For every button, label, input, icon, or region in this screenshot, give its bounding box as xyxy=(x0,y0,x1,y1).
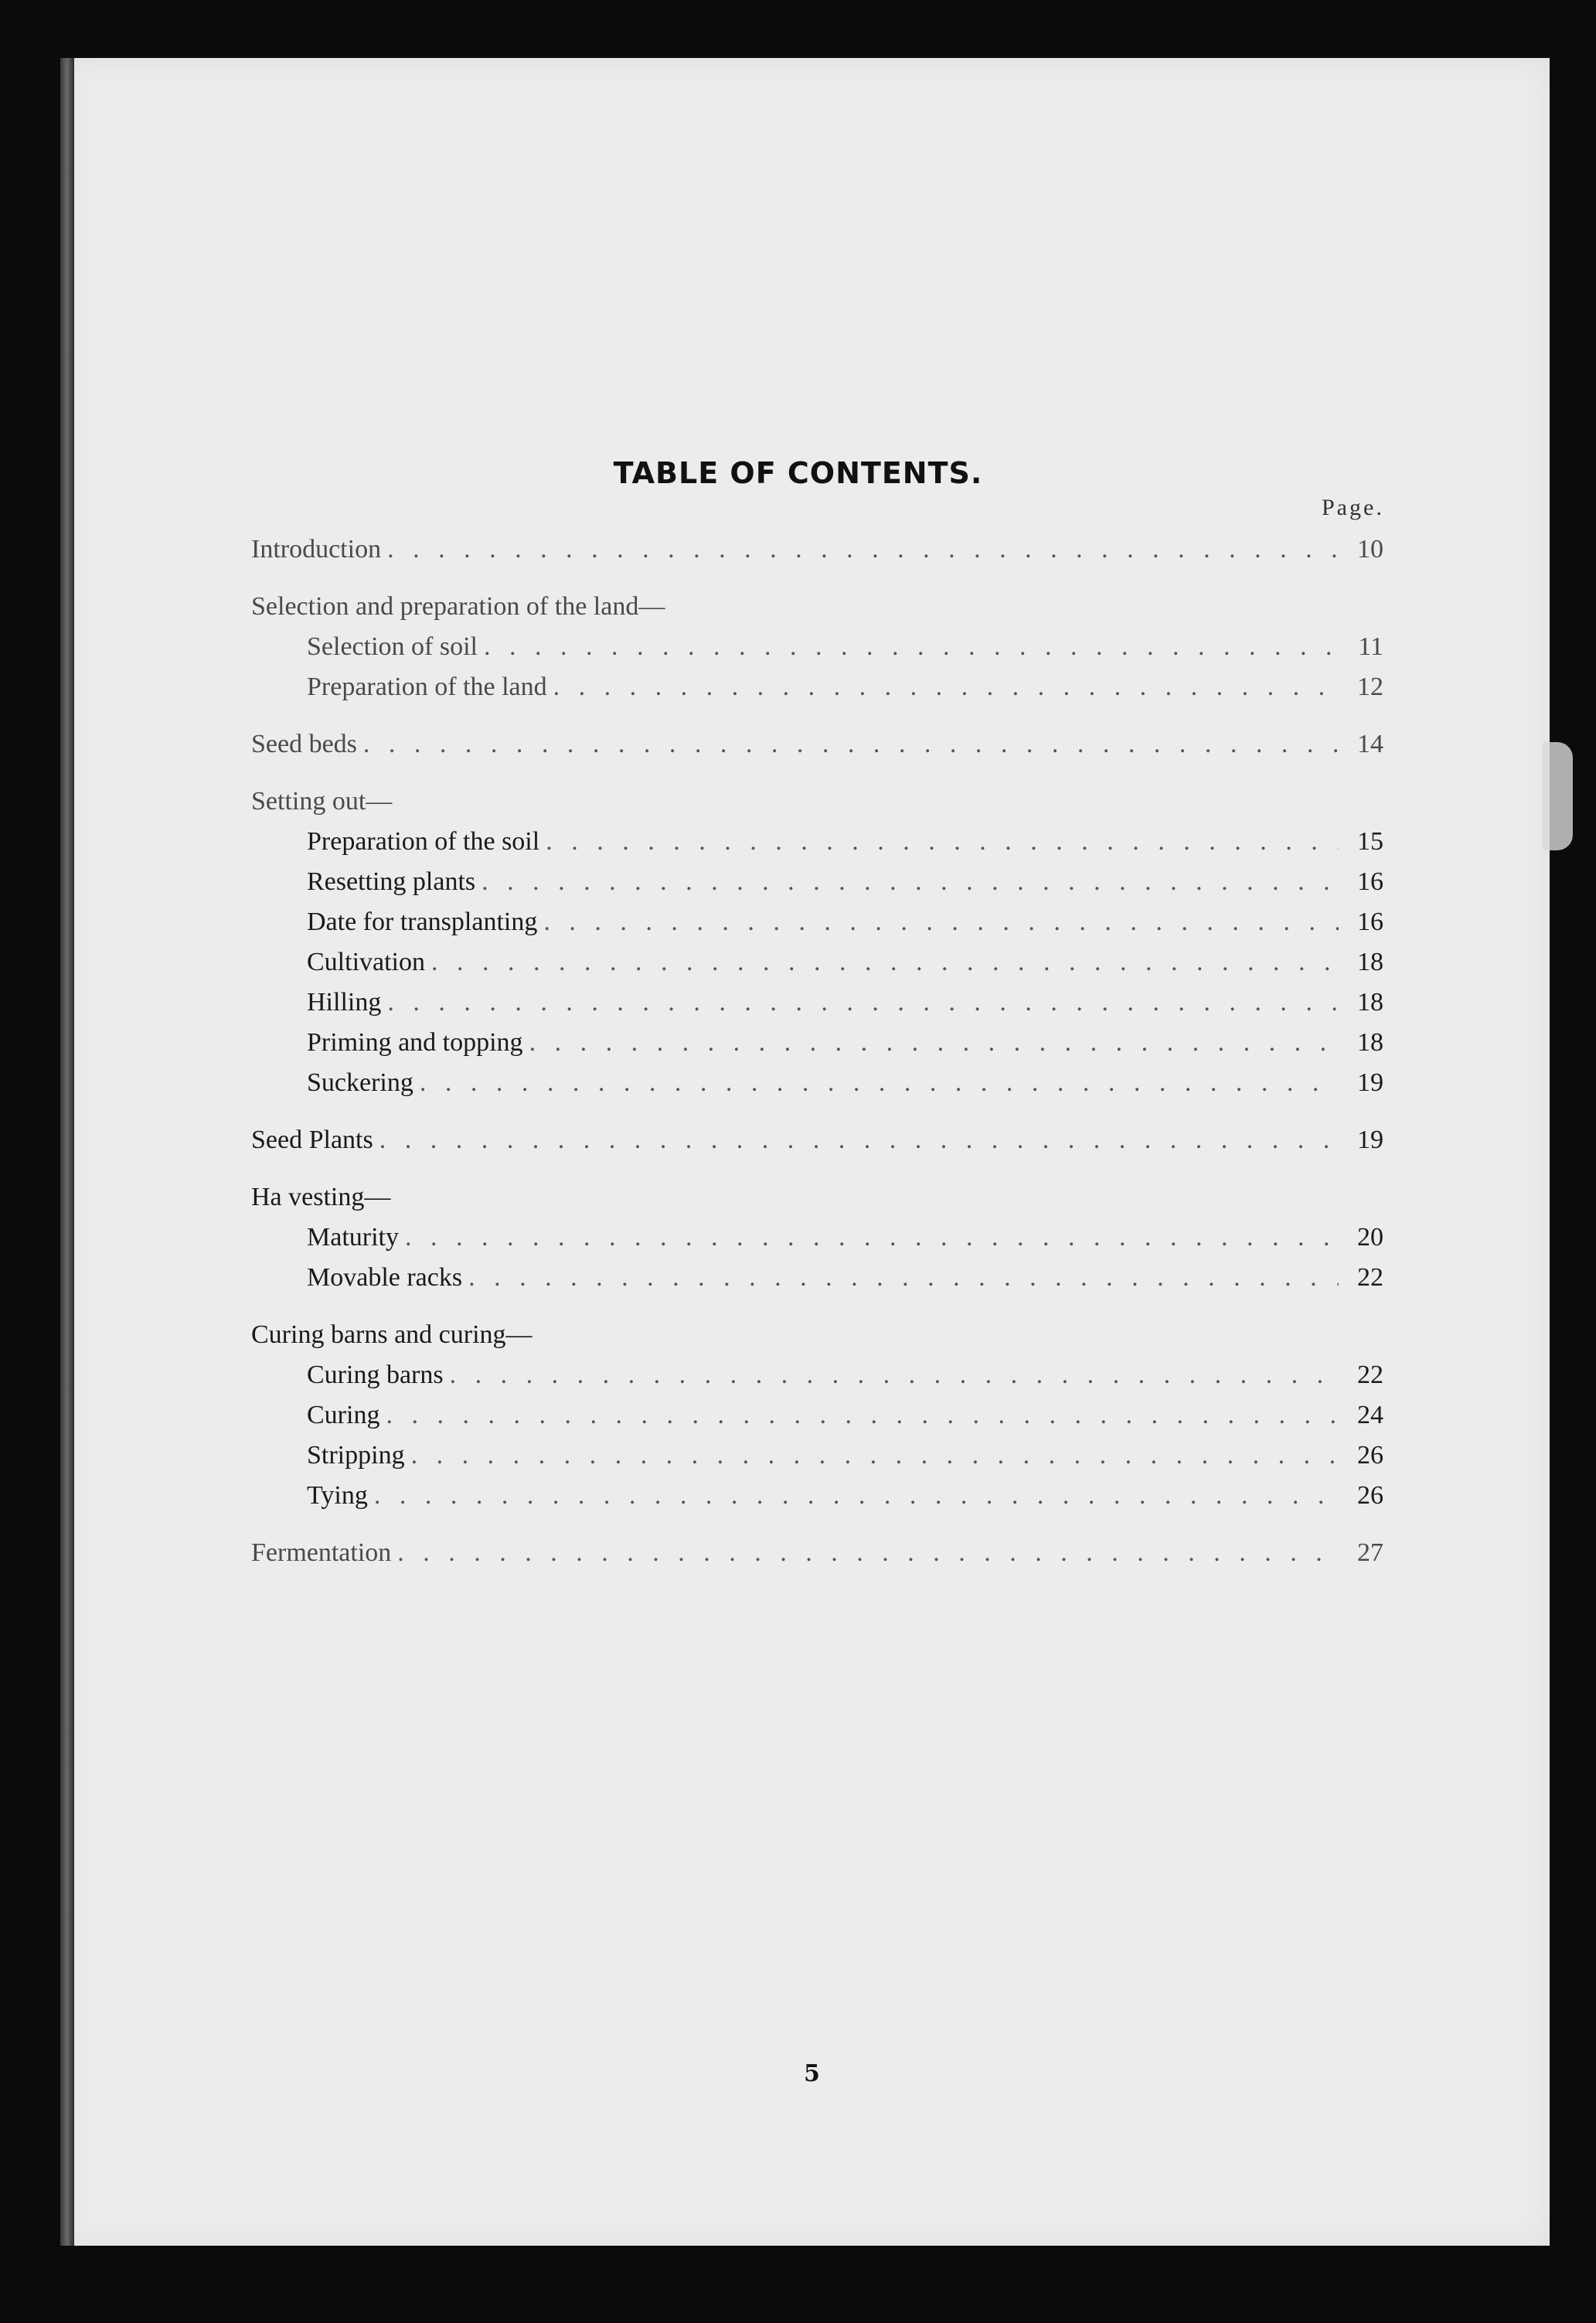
toc-entry-label: Priming and topping xyxy=(307,1028,523,1057)
toc-entry-page: 19 xyxy=(1357,1068,1383,1097)
toc-entry xyxy=(251,862,1383,902)
toc-entry xyxy=(251,942,1383,983)
toc-entry-page: 12 xyxy=(1357,673,1383,701)
page-column-header: Page. xyxy=(1322,495,1384,520)
dot-leader xyxy=(363,724,1339,765)
toc-entry xyxy=(251,667,1383,707)
toc-entry-label: Setting out— xyxy=(251,787,393,816)
toc-entry xyxy=(251,1063,1383,1103)
toc-entry-label: Suckering xyxy=(307,1068,413,1097)
toc-entry xyxy=(251,1395,1383,1436)
page-number: 5 xyxy=(804,2060,820,2087)
toc-entry-page: 20 xyxy=(1357,1223,1383,1252)
toc-entry xyxy=(251,1258,1383,1298)
toc-entry xyxy=(251,1436,1383,1476)
dot-leader xyxy=(431,942,1339,983)
toc-entry xyxy=(251,902,1383,942)
toc-entry-page: 26 xyxy=(1357,1481,1383,1510)
toc-entry xyxy=(251,724,1383,765)
toc-entry-label: Selection and preparation of the land— xyxy=(251,592,665,621)
toc-entry-page: 16 xyxy=(1357,908,1383,936)
toc-entry xyxy=(251,1533,1383,1573)
toc-entry xyxy=(251,1355,1383,1395)
dot-leader xyxy=(484,627,1339,667)
dot-leader xyxy=(387,530,1339,570)
toc-entry xyxy=(251,1218,1383,1258)
dot-leader xyxy=(411,1436,1339,1476)
toc-entry-label: Introduction xyxy=(251,535,382,564)
dot-leader xyxy=(482,862,1339,902)
dot-leader xyxy=(450,1355,1339,1395)
toc-entry xyxy=(251,1023,1383,1063)
dot-leader xyxy=(379,1120,1339,1160)
table-of-contents xyxy=(251,530,1383,1573)
toc-entry-page: 18 xyxy=(1357,1028,1383,1057)
toc-entry-label: Curing barns xyxy=(307,1361,444,1389)
toc-entry-label: Selection of soil xyxy=(307,632,478,661)
toc-entry-label: Stripping xyxy=(307,1441,405,1470)
toc-entry-page: 14 xyxy=(1357,730,1383,758)
toc-entry xyxy=(251,627,1383,667)
toc-entry-page: 16 xyxy=(1357,867,1383,896)
toc-entry-label: Cultivation xyxy=(307,948,425,976)
dot-leader xyxy=(468,1258,1339,1298)
toc-entry-label: Seed Plants xyxy=(251,1126,373,1154)
toc-entry-label: Curing xyxy=(307,1401,380,1429)
toc-entry-label: Seed beds xyxy=(251,730,357,758)
toc-entry-label: Movable racks xyxy=(307,1263,463,1292)
toc-entry-page: 18 xyxy=(1357,988,1383,1017)
toc-entry-label: Ha vesting— xyxy=(251,1183,391,1211)
toc-entry-page: 11 xyxy=(1358,632,1383,661)
toc-section-heading xyxy=(251,1177,1383,1218)
dot-leader xyxy=(543,902,1339,942)
dot-leader xyxy=(546,822,1339,862)
toc-entry-label: Hilling xyxy=(307,988,382,1017)
toc-section-heading xyxy=(251,587,1383,627)
toc-entry xyxy=(251,1476,1383,1516)
toc-entry-page: 10 xyxy=(1357,535,1383,564)
dot-leader xyxy=(397,1533,1339,1573)
toc-entry-page: 15 xyxy=(1357,827,1383,856)
toc-entry xyxy=(251,530,1383,570)
toc-entry-label: Fermentation xyxy=(251,1538,392,1567)
toc-entry-page: 22 xyxy=(1357,1263,1383,1292)
dot-leader xyxy=(386,1395,1339,1436)
toc-entry-page: 24 xyxy=(1357,1401,1383,1429)
toc-entry xyxy=(251,983,1383,1023)
toc-entry-label: Preparation of the land xyxy=(307,673,547,701)
toc-entry xyxy=(251,822,1383,862)
book-binding-edge xyxy=(60,58,74,2246)
toc-entry xyxy=(251,1120,1383,1160)
toc-entry-label: Curing barns and curing— xyxy=(251,1320,533,1349)
dot-leader xyxy=(529,1023,1339,1063)
dot-leader xyxy=(387,983,1339,1023)
toc-entry-label: Preparation of the soil xyxy=(307,827,540,856)
toc-entry-page: 26 xyxy=(1357,1441,1383,1470)
toc-entry-label: Resetting plants xyxy=(307,867,476,896)
toc-section-heading xyxy=(251,1315,1383,1355)
toc-entry-label: Date for transplanting xyxy=(307,908,538,936)
dot-leader xyxy=(420,1063,1339,1103)
dot-leader xyxy=(405,1218,1339,1258)
page-title: TABLE OF CONTENTS. xyxy=(613,456,983,490)
toc-entry-label: Maturity xyxy=(307,1223,399,1252)
toc-entry-label: Tying xyxy=(307,1481,368,1510)
toc-entry-page: 19 xyxy=(1357,1126,1383,1154)
torn-page-edge xyxy=(1542,742,1573,850)
dot-leader xyxy=(553,667,1339,707)
toc-entry-page: 18 xyxy=(1357,948,1383,976)
toc-entry-page: 22 xyxy=(1357,1361,1383,1389)
toc-entry-page: 27 xyxy=(1357,1538,1383,1567)
dot-leader xyxy=(374,1476,1339,1516)
toc-section-heading xyxy=(251,782,1383,822)
